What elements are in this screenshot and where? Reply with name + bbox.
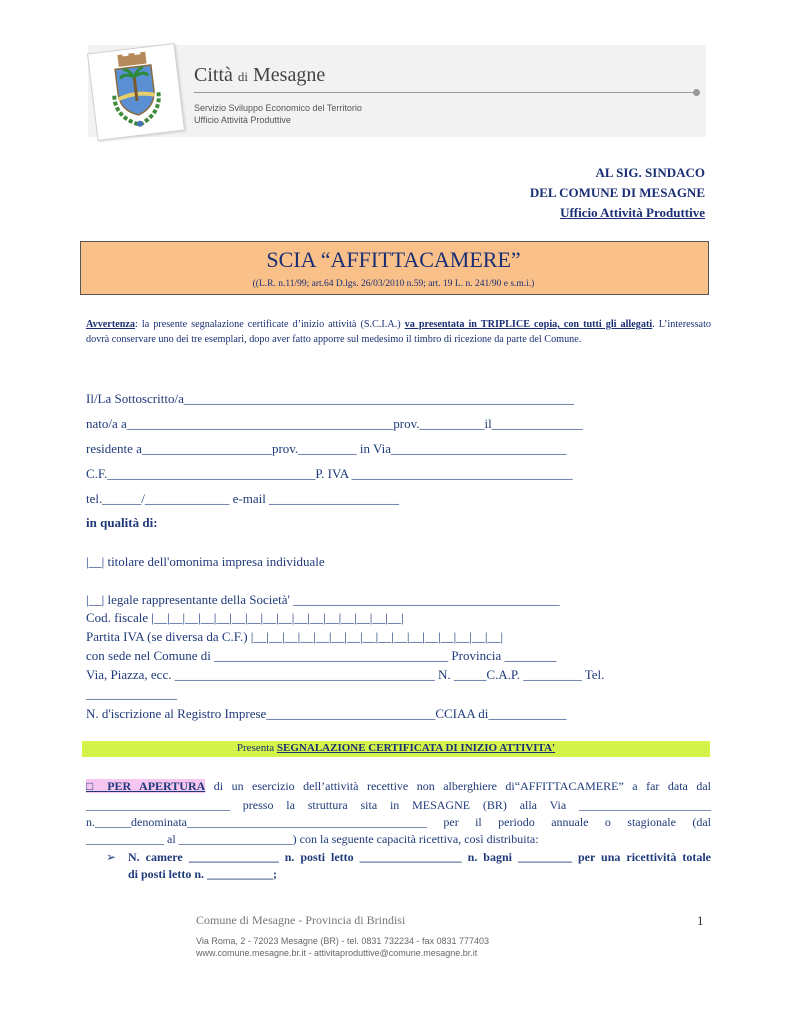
field-nato[interactable]: nato/a a_________________________________________prov.__________il______________ (86, 416, 583, 431)
apertura-line-1: □ PER APERTURA di un esercizio dell’attività recettive non alberghiere di“AFFITTACAMERE” a far data dal (86, 779, 711, 793)
office-line-1: Servizio Sviluppo Economico del Territorio (194, 103, 362, 113)
field-sede[interactable]: con sede nel Comune di ____________________________________ Provincia ________ (86, 648, 557, 663)
footer-web: www.comune.mesagne.br.it - attivitaproduttive@comune.mesagne.br.it (196, 948, 478, 958)
bullet-icon: ➢ (106, 850, 117, 864)
addressee-line-2: DEL COMUNE DI MESAGNE (529, 185, 705, 200)
field-partita-iva[interactable]: Partita IVA (se diversa da C.F.) |__|__|__|__|__|__|__|__|__|__|__|__|__|__|__|__| (86, 629, 504, 644)
field-camere[interactable]: N. camere _______________ n. posti letto _________________ n. bagni _________ per una ricettività totale (128, 850, 711, 864)
field-cf-piva[interactable]: C.F.________________________________P. IVA __________________________________ (86, 466, 573, 481)
per-apertura-checkbox[interactable]: □ PER APERTURA (86, 779, 206, 793)
city-title: Città di Mesagne (194, 64, 326, 86)
coat-of-arms-icon (101, 50, 170, 135)
office-line-2: Ufficio Attività Produttive (194, 115, 291, 125)
footer-address: Via Roma, 2 - 72023 Mesagne (BR) - tel. 0831 732234 - fax 0831 777403 (196, 936, 490, 946)
warning-emphasis: va presentata in TRIPLICE copia, con tutti gli allegati (404, 319, 653, 330)
field-via[interactable]: Via, Piazza, ecc. ________________________________________ N. _____C.A.P. _________ Tel. (86, 667, 605, 682)
addressee-line-3: Ufficio Attività Produttive (560, 205, 705, 220)
page-number: 1 (697, 913, 704, 928)
field-posti-totali[interactable]: di posti letto n. ___________; (128, 867, 278, 881)
apertura-line-3[interactable]: n.______denominata________________________________________ per il periodo annuale o stagionale (dal (86, 815, 711, 829)
field-registro[interactable]: N. d'iscrizione al Registro Imprese__________________________CCIAA di____________ (86, 706, 567, 721)
field-tel[interactable]: ______________ (86, 686, 177, 701)
document-subtitle: ((L.R. n.11/99; art.64 D.lgs. 26/03/2010 n.59; art. 19 L. n. 241/90 e s.m.i.) (252, 279, 535, 289)
apertura-line-4[interactable]: _____________ al ___________________) con la seguente capacità ricettiva, così distribuita: (86, 832, 539, 846)
checkbox-legale[interactable]: |__| legale rappresentante della Società' _________________________________________ (86, 592, 560, 607)
apertura-line-2[interactable]: ________________________ presso la struttura sita in MESAGNE (BR) alla Via ______________________ (86, 798, 711, 812)
presenta-heading: Presenta SEGNALAZIONE CERTIFICATA DI INIZIO ATTIVITA' (236, 742, 556, 754)
field-residente[interactable]: residente a____________________prov._________ in Via___________________________ (86, 441, 567, 456)
header-rule-dot (693, 89, 700, 96)
header-rule (194, 92, 696, 93)
field-sottoscritto[interactable]: Il/La Sottoscritto/a____________________________________________________________ (86, 391, 574, 406)
field-cod-fiscale[interactable]: Cod. fiscale |__|__|__|__|__|__|__|__|__|__|__|__|__|__|__|__| (86, 610, 404, 625)
addressee-line-1: AL SIG. SINDACO (595, 165, 705, 180)
warning-label: Avvertenza (86, 319, 136, 330)
logo-card (87, 43, 185, 141)
field-tel-email[interactable]: tel.______/_____________ e-mail ____________________ (86, 491, 400, 506)
footer-comune: Comune di Mesagne - Provincia di Brindisi (196, 913, 406, 927)
in-qualita-label: in qualità di: (86, 515, 158, 530)
document-title: SCIA “AFFITTACAMERE” (266, 247, 521, 272)
warning-paragraph: Avvertenza: la presente segnalazione certificate d’inizio attività (S.C.I.A.) va presentata in TRIPLICE copia, con tutti gli allegati. L’interessato dovrà conservare uno dei tre esemplari, dopo aver fatto apporre sul medesimo il timbro di ricezione da parte del Comune. (86, 319, 711, 345)
checkbox-titolare[interactable]: |__| titolare dell'omonima impresa individuale (86, 554, 325, 569)
